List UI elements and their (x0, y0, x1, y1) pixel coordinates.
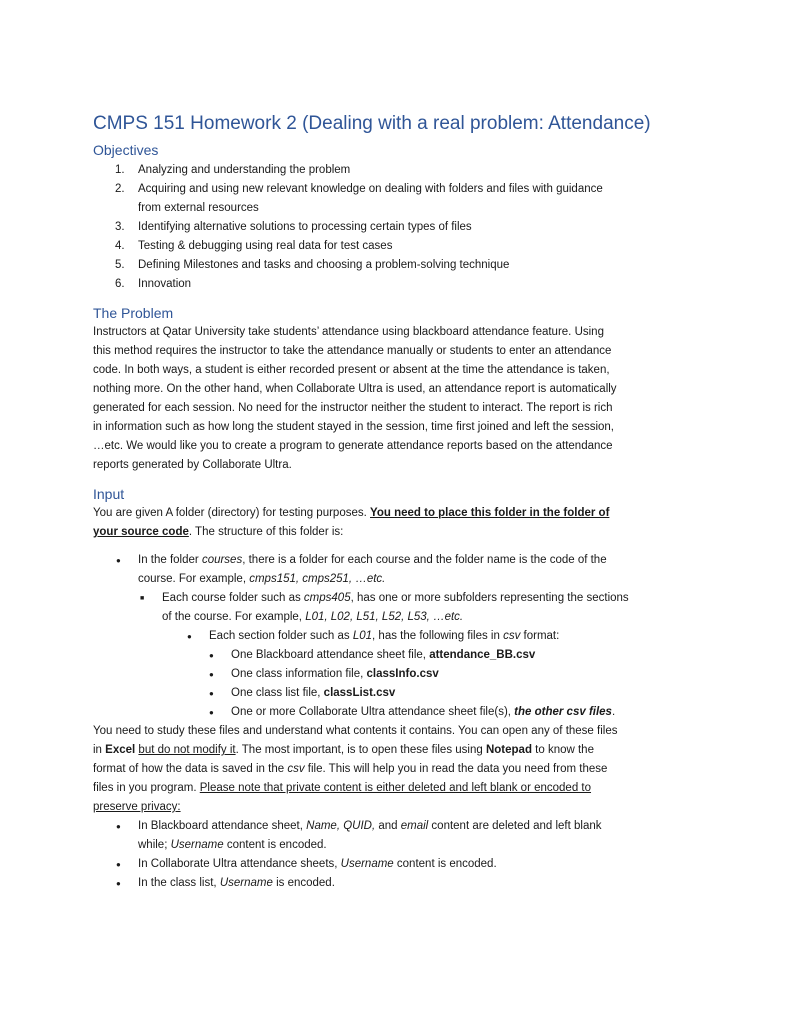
structure-text: of the course. For example, (162, 611, 306, 623)
objective-text: Testing & debugging using real data for test cases (138, 240, 393, 252)
privacy-text: In Collaborate Ultra attendance sheets, (138, 858, 341, 870)
input-intro-emphasis: You need to place this folder in the folder of (370, 507, 610, 519)
study-underline: Please note that private content is either deleted and left blank or encoded to (199, 782, 592, 794)
problem-line: code. In both ways, a student is either recorded present or absent at the time the attendance is taken, (93, 364, 610, 376)
input-intro (93, 504, 703, 542)
input-intro-emphasis: your source code (93, 526, 189, 538)
objective-number: 4. (115, 240, 125, 252)
study-text: to know the (531, 744, 594, 756)
bullet-dot-icon: ● (209, 689, 214, 698)
bullet-dot-icon: ● (209, 651, 214, 660)
problem-line: Instructors at Qatar University take students’ attendance using blackboard attendance feature. Using (93, 326, 604, 338)
file-name: attendance_BB.csv (429, 649, 536, 661)
structure-italic: cmps405 (303, 592, 351, 604)
structure-text: , has one or more subfolders representing the sections (350, 592, 629, 604)
bullet-square-icon: ■ (140, 595, 145, 602)
structure-italic: cmps151, cmps251, …etc. (249, 573, 386, 585)
objective-number: 3. (115, 221, 125, 233)
file-name: classInfo.csv (366, 668, 439, 680)
structure-text: format: (520, 630, 560, 642)
input-intro-text: . The structure of this folder is: (188, 526, 344, 538)
privacy-text: content is encoded. (223, 839, 327, 851)
study-bold: Excel (105, 744, 136, 756)
structure-italic: csv (503, 630, 521, 642)
structure-italic: L01 (352, 630, 373, 642)
privacy-text: is encoded. (272, 877, 335, 889)
study-text: files in you program. (93, 782, 200, 794)
study-underline: preserve privacy: (93, 801, 181, 813)
file-name: the other csv files (514, 706, 612, 718)
objective-number: 6. (115, 278, 125, 290)
privacy-text: and (375, 820, 401, 832)
folder-structure-item (93, 551, 703, 589)
study-bold: Notepad (485, 744, 532, 756)
objective-item (93, 237, 703, 256)
document-title: CMPS 151 Homework 2 (Dealing with a real problem: Attendance) (93, 113, 651, 134)
structure-text: Each section folder such as (209, 630, 353, 642)
objective-text: Acquiring and using new relevant knowledge on dealing with folders and files with guidance (138, 183, 603, 195)
bullet-dot-icon: ● (116, 556, 121, 565)
file-description: One or more Collaborate Ultra attendance sheet file(s), (231, 706, 515, 718)
problem-line: this method requires the instructor to take the attendance manually or students to enter an attendance (93, 345, 612, 357)
objective-text: Innovation (138, 278, 192, 290)
privacy-italic: Username (219, 877, 273, 889)
problem-line: in information such as how long the student stayed in the session, time first joined and left the session, (93, 421, 614, 433)
objective-text: Defining Milestones and tasks and choosing a problem-solving technique (138, 259, 510, 271)
input-heading: Input (93, 486, 125, 502)
file-item (93, 646, 703, 665)
objective-item (93, 180, 703, 218)
bullet-dot-icon: ● (116, 879, 121, 888)
file-description: One class information file, (231, 668, 367, 680)
privacy-item (93, 874, 703, 893)
file-item (93, 665, 703, 684)
problem-line: reports generated by Collaborate Ultra. (93, 459, 292, 471)
objective-text: Analyzing and understanding the problem (138, 164, 351, 176)
study-text: You need to study these files and understand what contents it contains. You can open any of these files (93, 725, 618, 737)
input-intro-text: You are given A folder (directory) for testing purposes. (93, 507, 371, 519)
privacy-text: content are deleted and left blank (428, 820, 602, 832)
structure-text: course. For example, (138, 573, 250, 585)
objective-number: 2. (115, 183, 125, 195)
problem-paragraph (93, 323, 703, 475)
problem-heading: The Problem (93, 305, 174, 321)
privacy-text: content is encoded. (393, 858, 497, 870)
structure-text: , has the following files in (372, 630, 504, 642)
privacy-italic: Username (340, 858, 394, 870)
problem-line: …etc. We would like you to create a program to generate attendance reports based on the attendance (93, 440, 613, 452)
bullet-dot-icon: ● (116, 822, 121, 831)
objectives-list (93, 161, 703, 294)
objective-text-continued: from external resources (138, 202, 259, 214)
privacy-italic: Name, QUID, (306, 820, 376, 832)
problem-line: nothing more. On the other hand, when Collaborate Ultra is used, an attendance report is automatically (93, 383, 617, 395)
objectives-heading: Objectives (93, 142, 159, 158)
structure-text: Each course folder such as (162, 592, 304, 604)
privacy-text: In Blackboard attendance sheet, (138, 820, 307, 832)
document-content (93, 112, 703, 893)
study-text: file. This will help you in read the data you need from these (304, 763, 608, 775)
problem-line: generated for each session. No need for the instructor neither the student to interact. The report is rich (93, 402, 613, 414)
privacy-item (93, 817, 703, 855)
objective-item (93, 275, 703, 294)
study-underline: but do not modify it (138, 744, 236, 756)
bullet-dot-icon: ● (187, 632, 192, 641)
privacy-item (93, 855, 703, 874)
study-paragraph (93, 722, 703, 817)
folder-structure-subitem (93, 589, 703, 627)
file-description: One class list file, (231, 687, 324, 699)
file-name: classList.csv (323, 687, 396, 699)
privacy-italic: email (400, 820, 429, 832)
objective-text: Identifying alternative solutions to processing certain types of files (138, 221, 472, 233)
bullet-dot-icon: ● (116, 860, 121, 869)
file-item (93, 703, 703, 722)
structure-italic: courses (201, 554, 243, 566)
objective-number: 5. (115, 259, 125, 271)
study-text: format of how the data is saved in the (93, 763, 288, 775)
file-description: One Blackboard attendance sheet file, (231, 649, 430, 661)
objective-item (93, 256, 703, 275)
bullet-dot-icon: ● (209, 670, 214, 679)
structure-italic: L01, L02, L51, L52, L53, …etc. (305, 611, 464, 623)
study-text: . The most important, is to open these files using (235, 744, 486, 756)
objective-item (93, 218, 703, 237)
folder-structure-subsubitem (93, 627, 703, 646)
structure-text: , there is a folder for each course and the folder name is the code of the (242, 554, 607, 566)
objective-number: 1. (115, 164, 125, 176)
structure-text: In the folder (138, 554, 202, 566)
objective-item (93, 161, 703, 180)
privacy-text: In the class list, (138, 877, 220, 889)
study-text: in (93, 744, 106, 756)
file-item (93, 684, 703, 703)
file-description: . (611, 706, 616, 718)
privacy-text: while; (138, 839, 171, 851)
privacy-italic: Username (170, 839, 224, 851)
study-italic: csv (287, 763, 305, 775)
bullet-dot-icon: ● (209, 708, 214, 717)
